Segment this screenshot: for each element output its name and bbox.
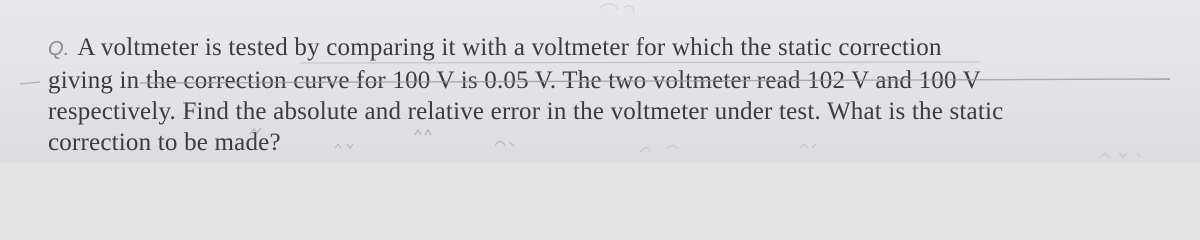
- question-line-1-text: A voltmeter is tested by comparing it with a voltmeter for which the static correction: [77, 34, 942, 61]
- question-line-4: correction to be made?: [48, 129, 281, 156]
- pencil-tick-left: [20, 82, 40, 84]
- pencil-scribble-top: [600, 4, 634, 12]
- question-line-2: giving in the correction curve for 100 V is 0.05 V. The two voltmeter read 102 V and 100 V: [48, 67, 981, 94]
- question-line-1: [48, 32, 1168, 65]
- question-marker: Q.: [48, 38, 70, 60]
- question-line-3: respectively. Find the absolute and relative error in the voltmeter under test. What is the static: [48, 98, 1004, 125]
- question-text: [48, 32, 1168, 158]
